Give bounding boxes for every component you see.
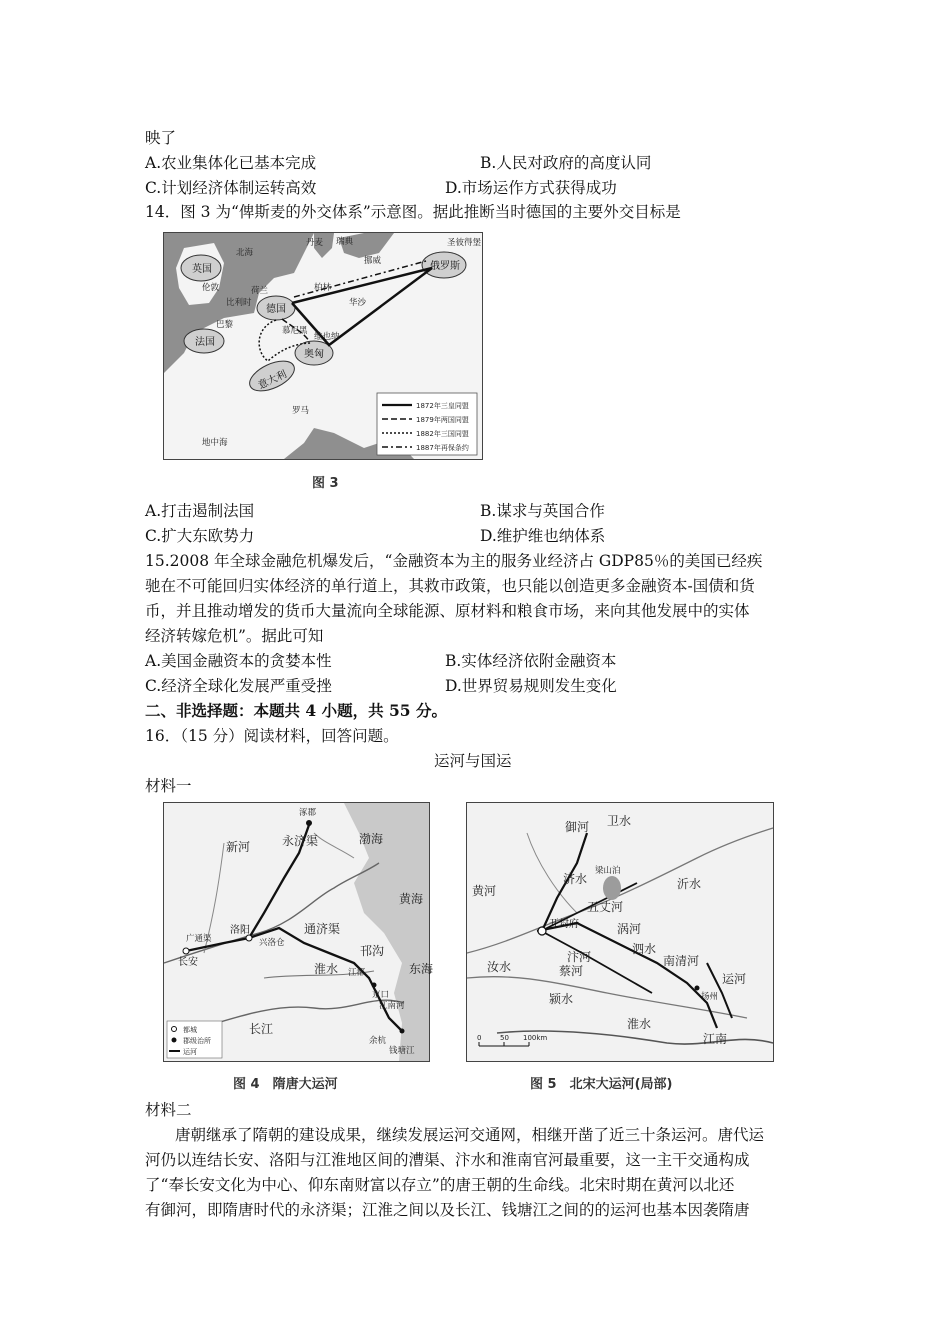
- fig4-label-qiantang: 钱塘江: [389, 1046, 415, 1056]
- fig5-label-bianhe: 汴河: [567, 950, 592, 964]
- figure5-caption: 图 5 北宋大运河(局部): [530, 1077, 673, 1092]
- q15-option-b: B.实体经济依附金融资本: [445, 652, 617, 670]
- map-place-london: 伦敦: [202, 283, 220, 293]
- fig4-legend-capital: 都城: [183, 1026, 197, 1034]
- fig4-label-guangtong: 广通渠: [186, 934, 212, 944]
- q14-option-c: C.扩大东欧势力: [145, 527, 255, 545]
- fig4-label-donghai: 东海: [409, 962, 434, 976]
- fig5-scale-0: 0: [477, 1034, 482, 1042]
- map-place-rome: 罗马: [292, 406, 310, 416]
- q15-line-4: 经济转嫁危机”。据此可知: [145, 627, 324, 645]
- map-label-britain: 英国: [192, 264, 212, 275]
- map-place-vienna: 维也纳: [314, 332, 340, 342]
- map-label-germany: 德国: [266, 304, 286, 315]
- northern-song-canal-map: [466, 802, 774, 1062]
- map-place-belgium: 比利时: [226, 298, 252, 308]
- map-label-austria-hungary: 奥匈: [304, 349, 324, 360]
- fig5-label-rushui: 汝水: [487, 960, 512, 974]
- northern-song-canal-map-svg: [467, 803, 773, 1061]
- legend-1872: 1872年三皇同盟: [416, 402, 469, 410]
- map-label-italy: 意大利: [256, 369, 289, 392]
- map-legend: [377, 393, 477, 455]
- fig4-label-luoyang: 洛阳: [230, 925, 250, 936]
- fig4-label-tongji: 通济渠: [304, 922, 341, 936]
- fig4-label-jiangnan: 江南河: [379, 1001, 405, 1011]
- fig5-label-yuhe: 御河: [565, 820, 590, 834]
- fig5-label-jishui: 济水: [563, 872, 588, 886]
- fig4-label-xinhe: 新河: [226, 840, 251, 854]
- map-place-denmark: 丹麦: [306, 238, 324, 248]
- material2-label: 材料二: [145, 1101, 192, 1119]
- fig4-label-hangou: 邗沟: [360, 944, 385, 958]
- fig4-label-bohai: 渤海: [359, 832, 384, 846]
- fig5-label-yishui: 沂水: [677, 877, 702, 891]
- fig5-label-huanghe: 黄河: [472, 884, 497, 898]
- fig4-label-zhuojun: 涿郡: [299, 808, 317, 818]
- map-label-france: 法国: [195, 337, 215, 348]
- fig5-label-kaifeng: 开封府: [549, 919, 579, 930]
- fig4-label-xingluo: 兴洛仓: [259, 938, 285, 948]
- legend-1887: 1887年再保条约: [416, 444, 469, 452]
- fig5-label-yangzhou: 扬州: [701, 992, 719, 1002]
- fig4-label-huanghai: 黄海: [399, 892, 424, 906]
- material1-label: 材料一: [145, 777, 192, 795]
- fig4-legend-prefecture: 郡级治所: [183, 1037, 211, 1045]
- fig4-label-jingkou: 京口: [372, 990, 390, 1000]
- sui-tang-canal-map-svg: [164, 803, 434, 1061]
- bismarck-map-svg: [164, 233, 482, 459]
- material2-line-3: 了“奉长安文化为中心、仰东南财富以存立”的唐王朝的生命线。北宋时期在黄河以北还: [145, 1176, 735, 1194]
- map-place-norway: 挪威: [364, 256, 382, 266]
- fig5-label-huaishui: 淮水: [627, 1017, 652, 1031]
- q15-option-a: A.美国金融资本的贪婪本性: [145, 652, 332, 670]
- fig4-label-jiangdu: 江都: [348, 968, 366, 978]
- fig4-label-yuhang: 余杭: [369, 1036, 387, 1046]
- legend-1882: 1882年三国同盟: [416, 430, 469, 438]
- map-place-munich: 慕尼黑: [282, 326, 308, 336]
- map-place-mediterranean: 地中海: [202, 438, 228, 448]
- q13-option-c: C.计划经济体制运转高效: [145, 179, 317, 197]
- fig5-label-wuzhang: 五丈河: [587, 900, 624, 914]
- fig5-scale-50: 50: [500, 1034, 509, 1042]
- map-place-netherlands: 荷兰: [251, 286, 269, 296]
- material2-line-1: 唐朝继承了隋朝的建设成果，继续发展运河交通网，相继开凿了近三十条运河。唐代运: [175, 1126, 765, 1144]
- map-place-warsaw: 华沙: [349, 298, 367, 308]
- q15-option-c: C.经济全球化发展严重受挫: [145, 677, 332, 695]
- q13-option-b: B.人民对政府的高度认同: [480, 154, 652, 172]
- fig5-label-liangshanpo: 梁山泊: [595, 866, 621, 876]
- fig5-scale-bar: [477, 1034, 547, 1046]
- map-place-berlin: 柏林: [314, 283, 332, 293]
- fig5-label-caihe: 蔡河: [559, 964, 584, 978]
- q14-stem: 14．图 3 为“俾斯麦的外交体系”示意图。据此推断当时德国的主要外交目标是: [145, 203, 681, 221]
- fig4-label-huaishui: 淮水: [314, 962, 339, 976]
- fig5-scale-100: 100km: [523, 1034, 548, 1042]
- fig5-label-nanqing: 南清河: [663, 954, 700, 968]
- q16-stem: 16．（15 分）阅读材料，回答问题。: [145, 727, 399, 745]
- fig4-label-yongji: 永济渠: [282, 834, 319, 848]
- material2-line-4: 有御河，即隋唐时代的永济渠；江淮之间以及长江、钱塘江之间的的运河也基本因袭隋唐: [145, 1201, 750, 1219]
- q14-option-d: D.维护维也纳体系: [480, 527, 606, 545]
- fig4-legend-canal: 运河: [183, 1048, 197, 1056]
- q14-option-b: B.谋求与英国合作: [480, 502, 605, 520]
- fig5-label-sishui: 泗水: [632, 942, 657, 956]
- fig4-label-changjiang: 长江: [249, 1022, 274, 1036]
- q15-option-d: D.世界贸易规则发生变化: [445, 677, 617, 695]
- q13-option-d: D.市场运作方式获得成功: [445, 179, 617, 197]
- fig4-legend: [167, 1021, 222, 1058]
- legend-1879: 1879年两国同盟: [416, 416, 469, 424]
- q13-option-a: A.农业集体化已基本完成: [145, 154, 317, 172]
- map-label-russia: 俄罗斯: [430, 261, 460, 272]
- fig4-label-changan: 长安: [178, 957, 198, 968]
- fig5-label-yingshui: 颍水: [549, 992, 574, 1006]
- map-place-st-petersburg: 圣彼得堡: [447, 238, 482, 248]
- fig5-label-yunhe: 运河: [722, 972, 747, 986]
- map-place-sweden: 瑞典: [336, 237, 354, 247]
- section2-heading: 二、非选择题：本题共 4 小题，共 55 分。: [145, 701, 447, 720]
- q14-option-a: A.打击遏制法国: [145, 502, 255, 520]
- fig5-label-jiangnan: 江南: [703, 1032, 728, 1046]
- q15-line-2: 驰在不可能回归实体经济的单行道上，其救市政策，也只能以创造更多金融资本-国债和货: [145, 577, 755, 595]
- map-place-paris: 巴黎: [216, 320, 234, 330]
- fig5-label-weishui: 卫水: [607, 814, 632, 828]
- figure4-caption: 图 4 隋唐大运河: [233, 1077, 338, 1092]
- sui-tang-canal-map: [163, 802, 434, 1062]
- map-place-north-sea: 北海: [236, 248, 254, 258]
- fig5-label-guohe: 涡河: [617, 922, 642, 936]
- bismarck-map: [163, 232, 483, 460]
- q16-title: 运河与国运: [434, 752, 512, 770]
- material2-line-2: 河仍以连结长安、洛阳与江淮地区间的漕渠、汴水和淮南官河最重要，这一主干交通构成: [145, 1151, 750, 1169]
- q15-line-1: 15.2008 年全球金融危机爆发后，“金融资本为主的服务业经济占 GDP85％的美国已经疾: [145, 552, 763, 570]
- q13-tail: 映了: [145, 129, 177, 147]
- figure3-caption: 图 3: [312, 476, 339, 491]
- q15-line-3: 币，并且推动增发的货币大量流向全球能源、原材料和粮食市场，来向其他发展中的实体: [145, 602, 750, 620]
